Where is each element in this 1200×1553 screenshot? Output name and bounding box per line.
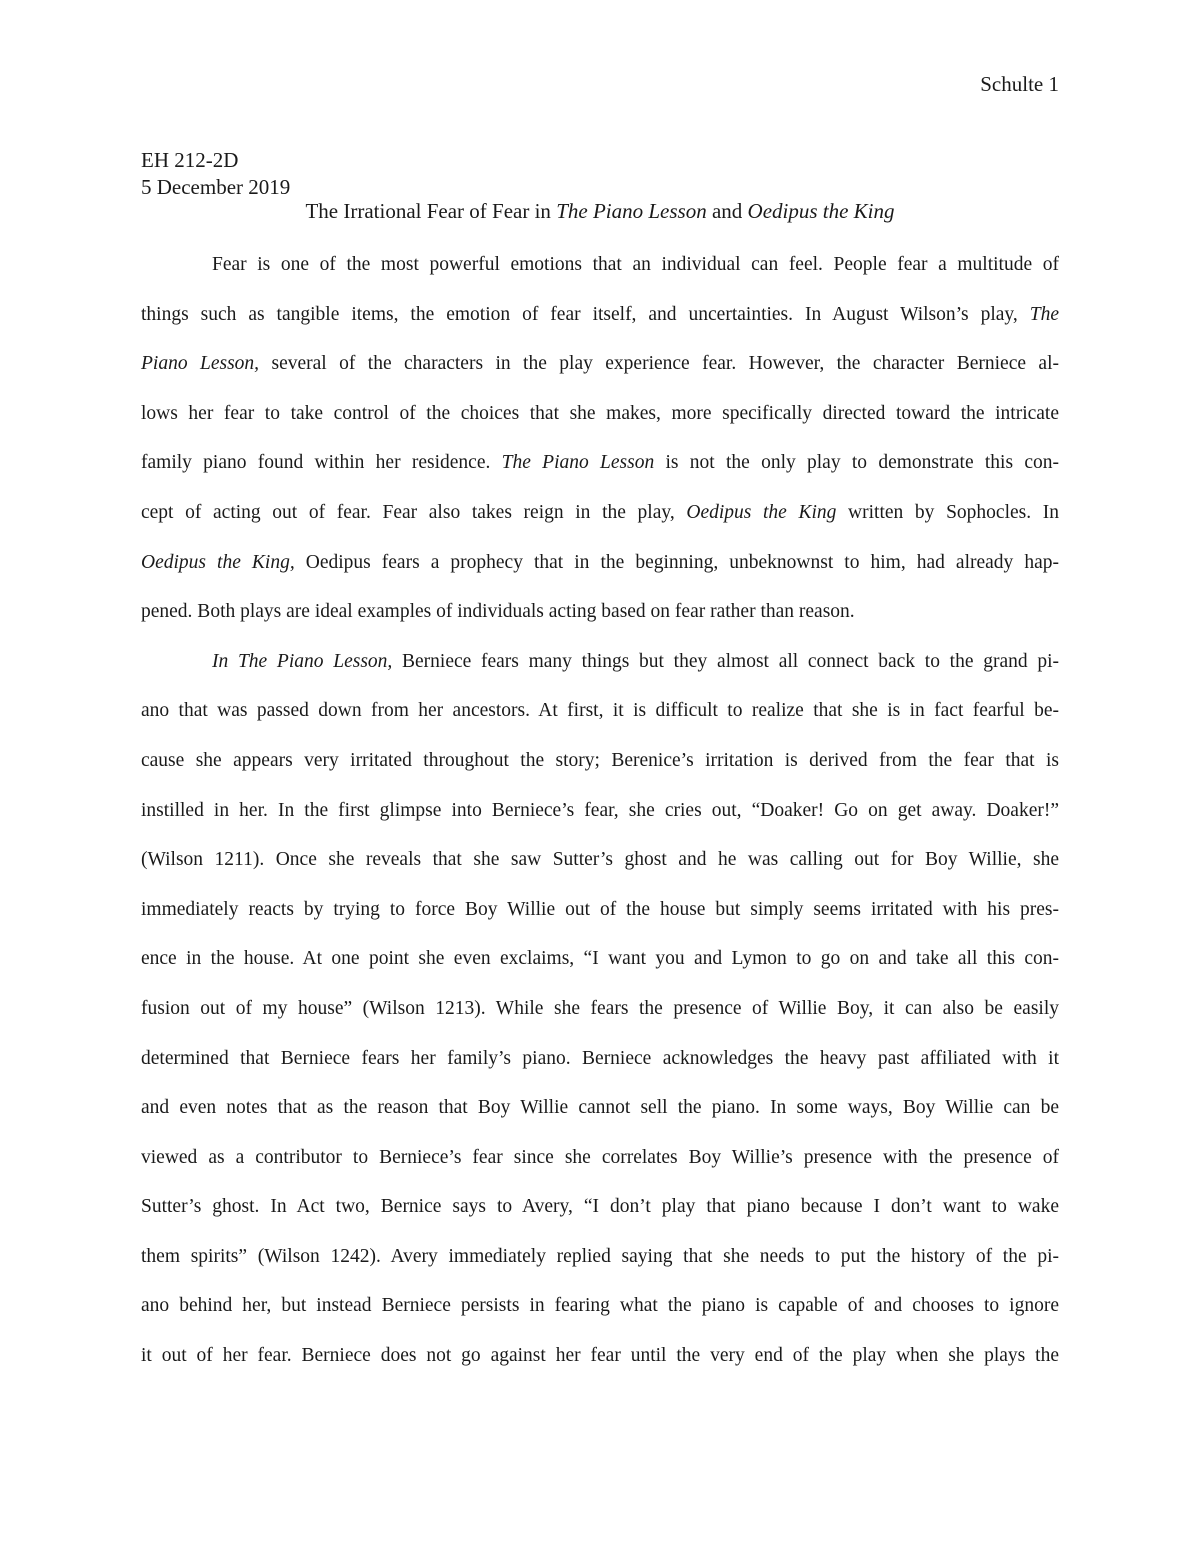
body-line: Sutter’s ghost. In Act two, Bernice says to Avery, “I don’t play that piano because I don’t want to wake — [141, 1196, 1059, 1218]
title-prefix: The Irrational Fear of Fear in — [305, 199, 557, 223]
body-line: fusion out of my house” (Wilson 1213). While she fears the presence of Willie Boy, it can also be easily — [141, 997, 1059, 1019]
title-work-1: The Piano Lesson — [556, 199, 707, 223]
running-head: Schulte 1 — [980, 72, 1059, 96]
heading-block — [141, 147, 290, 201]
body-line: it out of her fear. Berniece does not go against her fear until the very end of the play when she plays the — [141, 1345, 1059, 1367]
body-line: immediately reacts by trying to force Boy Willie out of the house but simply seems irritated with his pres- — [141, 898, 1059, 920]
body-line: ence in the house. At one point she even exclaims, “I want you and Lymon to go on and take all this con- — [141, 948, 1059, 970]
body-line: ano behind her, but instead Berniece persists in fearing what the piano is capable of and chooses to ignore — [141, 1295, 1059, 1317]
body-line: them spirits” (Wilson 1242). Avery immediately replied saying that she needs to put the history of the pi- — [141, 1245, 1059, 1267]
body-line: pened. Both plays are ideal examples of individuals acting based on fear rather than reason. — [141, 601, 855, 623]
body-line: determined that Berniece fears her family’s piano. Berniece acknowledges the heavy past affiliated with it — [141, 1047, 1059, 1069]
body-line: Oedipus the King, Oedipus fears a prophecy that in the beginning, unbeknownst to him, had already hap- — [141, 551, 1059, 573]
body-line: and even notes that as the reason that Boy Willie cannot sell the piano. In some ways, Boy Willie can be — [141, 1097, 1059, 1119]
title-connector: and — [706, 199, 748, 223]
essay-title — [141, 198, 1059, 225]
course-line: EH 212-2D — [141, 148, 239, 172]
body-line: viewed as a contributor to Berniece’s fear since she correlates Boy Willie’s presence with the presence of — [141, 1146, 1059, 1168]
essay-body — [141, 250, 1059, 1391]
body-line: instilled in her. In the first glimpse into Berniece’s fear, she cries out, “Doaker! Go on get away. Doaker!” — [141, 799, 1059, 821]
body-line: ano that was passed down from her ancestors. At first, it is difficult to realize that she is in fact fearful be- — [141, 700, 1059, 722]
body-line: Fear is one of the most powerful emotions that an individual can feel. People fear a multitude of — [212, 254, 1059, 275]
body-line: (Wilson 1211). Once she reveals that she saw Sutter’s ghost and he was calling out for Boy Willie, she — [141, 849, 1059, 871]
date-line: 5 December 2019 — [141, 175, 291, 199]
body-line: cause she appears very irritated throughout the story; Berenice’s irritation is derived from the fear that is — [141, 749, 1059, 771]
body-line: lows her fear to take control of the choices that she makes, more specifically directed toward the intricate — [141, 402, 1059, 424]
title-work-2: Oedipus the King — [747, 199, 895, 223]
body-line: cept of acting out of fear. Fear also takes reign in the play, Oedipus the King written by Sophocles. In — [141, 501, 1059, 523]
body-line: Piano Lesson, several of the characters in the play experience fear. However, the character Berniece al- — [141, 353, 1059, 375]
body-line: things such as tangible items, the emotion of fear itself, and uncertainties. In August Wilson’s play, The — [141, 303, 1059, 325]
body-line: In The Piano Lesson, Berniece fears many things but they almost all connect back to the grand pi- — [212, 650, 1059, 672]
body-line: family piano found within her residence. The Piano Lesson is not the only play to demonstrate this con- — [141, 452, 1059, 474]
